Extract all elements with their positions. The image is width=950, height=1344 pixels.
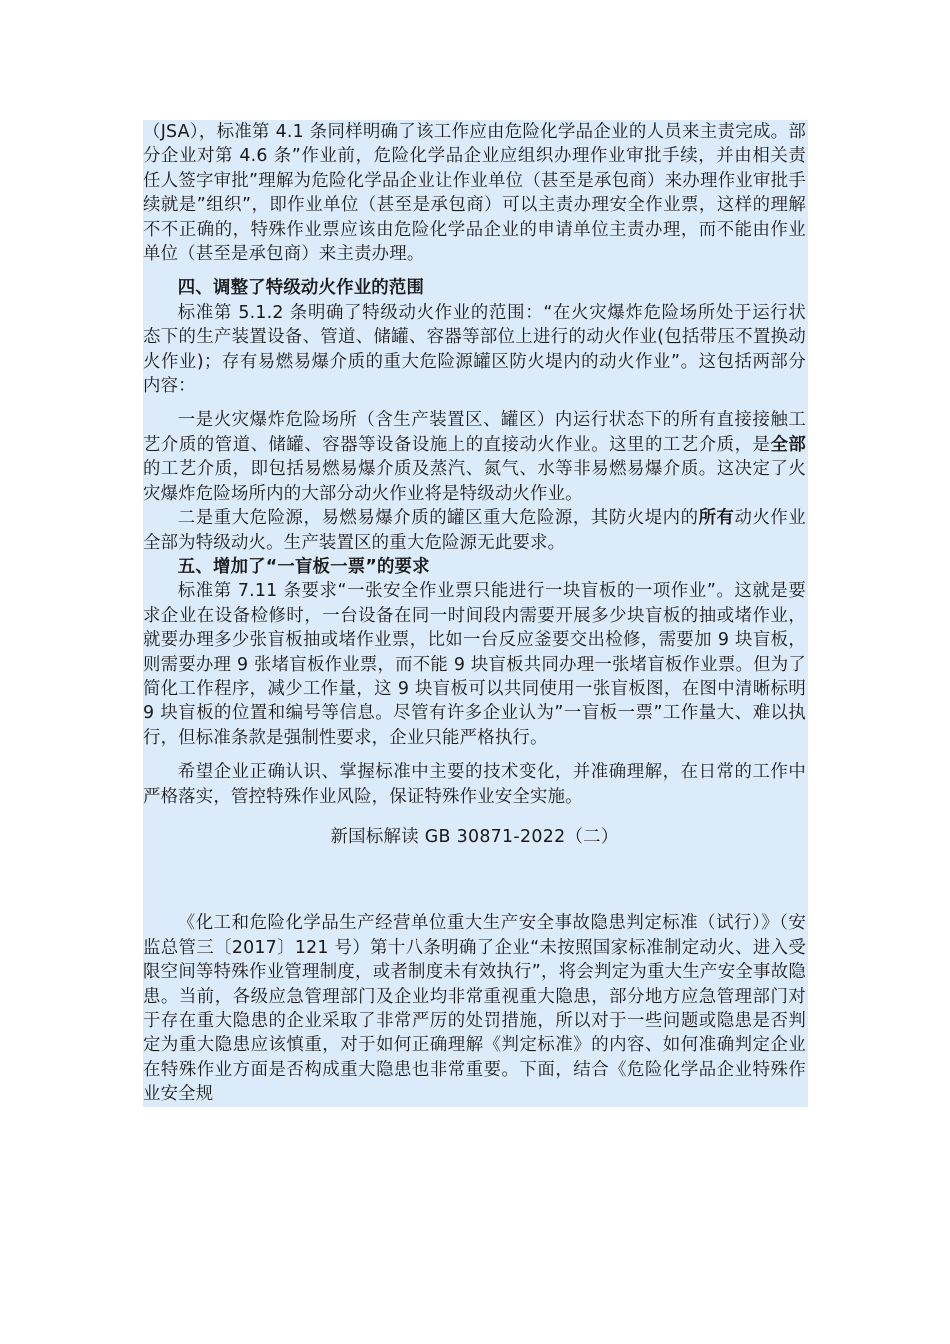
paragraph-part-one (143, 408, 808, 506)
heading-section-5: 五、增加了“一盲板一票”的要求 (143, 555, 808, 579)
bold-text: 所有 (698, 508, 735, 529)
spacer (143, 398, 808, 408)
text-run: 的工艺介质，即包括易燃易爆介质及蒸汽、氮气、水等非易燃易爆介质。这决定了火灾爆炸危险场所内的大部分动火作业将是特级动火作业。 (143, 459, 806, 504)
text-run: 一是火灾爆炸危险场所（含生产装置区、罐区）内运行状态下的所有直接接触工艺介质的管道、储罐、容器等设备设施上的直接动火作业。这里的工艺介质，是 (143, 410, 806, 455)
paragraph-jsa: （JSA），标准第 4.1 条同样明确了该工作应由危险化学品企业的人员来主责完成。部分企业对第 4.6 条”作业前，危险化学品企业应组织办理作业审批手续，并由相关责任人签字审批”理解为危险化学品企业让作业单位（甚至是承包商）来办理作业审批手续就是”组织”，即作业单位（甚至是承包商）可以主责办理安全作业票，这样的理解不不正确的，特殊作业票应该由危险化学品企业的申请单位主责办理，而不能由作业单位（甚至是承包商）来主责办理。 (143, 120, 808, 266)
text-run: 二是重大危险源，易燃易爆介质的罐区重大危险源，其防火堤内的 (177, 508, 699, 529)
bold-text: 全部 (770, 434, 806, 455)
text-run: 动火作业全部为特级动火。生产装置区的重大危险源无此要求。 (143, 508, 806, 553)
paragraph-conclusion: 希望企业正确认识、掌握标准中主要的技术变化，并准确理解，在日常的工作中严格落实，管控特殊作业风险，保证特殊作业安全实施。 (143, 760, 808, 809)
article-subtitle: 新国标解读 GB 30871-2022（二） (143, 825, 808, 849)
paragraph-blind-plate: 标准第 7.11 条要求“一张安全作业票只能进行一块盲板的一项作业”。这就是要求企业在设备检修时，一台设备在同一时间段内需要开展多少块盲板的抽或堵作业，就要办理多少张盲板抽或堵作业票，比如一台反应釜要交出检修，需要加 9 块盲板，则需要办理 9 张堵盲板作业票，而不能 9 块盲板共同办理一张堵盲板作业票。但为了简化工作程序，减少工作量，这 9 块盲板可以共同使用一张盲板图，在图中清晰标明 9 块盲板的位置和编号等信息。尽管有许多企业认为”一盲板一票”工作量大、难以执行，但标准条款是强制性要求，企业只能严格执行。 (143, 579, 808, 750)
document-page (143, 120, 808, 1107)
paragraph-major-hazard: 《化工和危险化学品生产经营单位重大生产安全事故隐患判定标准（试行）》（安监总管三〔2017〕121 号）第十八条明确了企业“未按照国家标准制定动火、进入受限空间等特殊作业管理制度，或者制度未有效执行”，将会判定为重大生产安全事故隐患。当前，各级应急管理部门及企业均非常重视重大隐患，部分地方应急管理部门对于存在重大隐患的企业采取了非常严厉的处罚措施，所以对于一些问题或隐患是否判定为重大隐患应该慎重，对于如何正确理解《判定标准》的内容、如何准确判定企业在特殊作业方面是否构成重大隐患也非常重要。下面，结合《危险化学品企业特殊作业安全规 (143, 911, 808, 1106)
spacer (143, 809, 808, 825)
spacer (143, 266, 808, 276)
heading-section-4: 四、调整了特级动火作业的范围 (143, 276, 808, 300)
paragraph-part-two (143, 506, 808, 555)
spacer (143, 750, 808, 760)
paragraph-special-hot-work-scope: 标准第 5.1.2 条明确了特级动火作业的范围：“在火灾爆炸危险场所处于运行状态下的生产装置设备、管道、储罐、容器等部位上进行的动火作业(包括带压不置换动火作业)；存有易燃易爆介质的重大危险源罐区防火堤内的动火作业”。这包括两部分内容： (143, 301, 808, 399)
spacer (143, 849, 808, 911)
